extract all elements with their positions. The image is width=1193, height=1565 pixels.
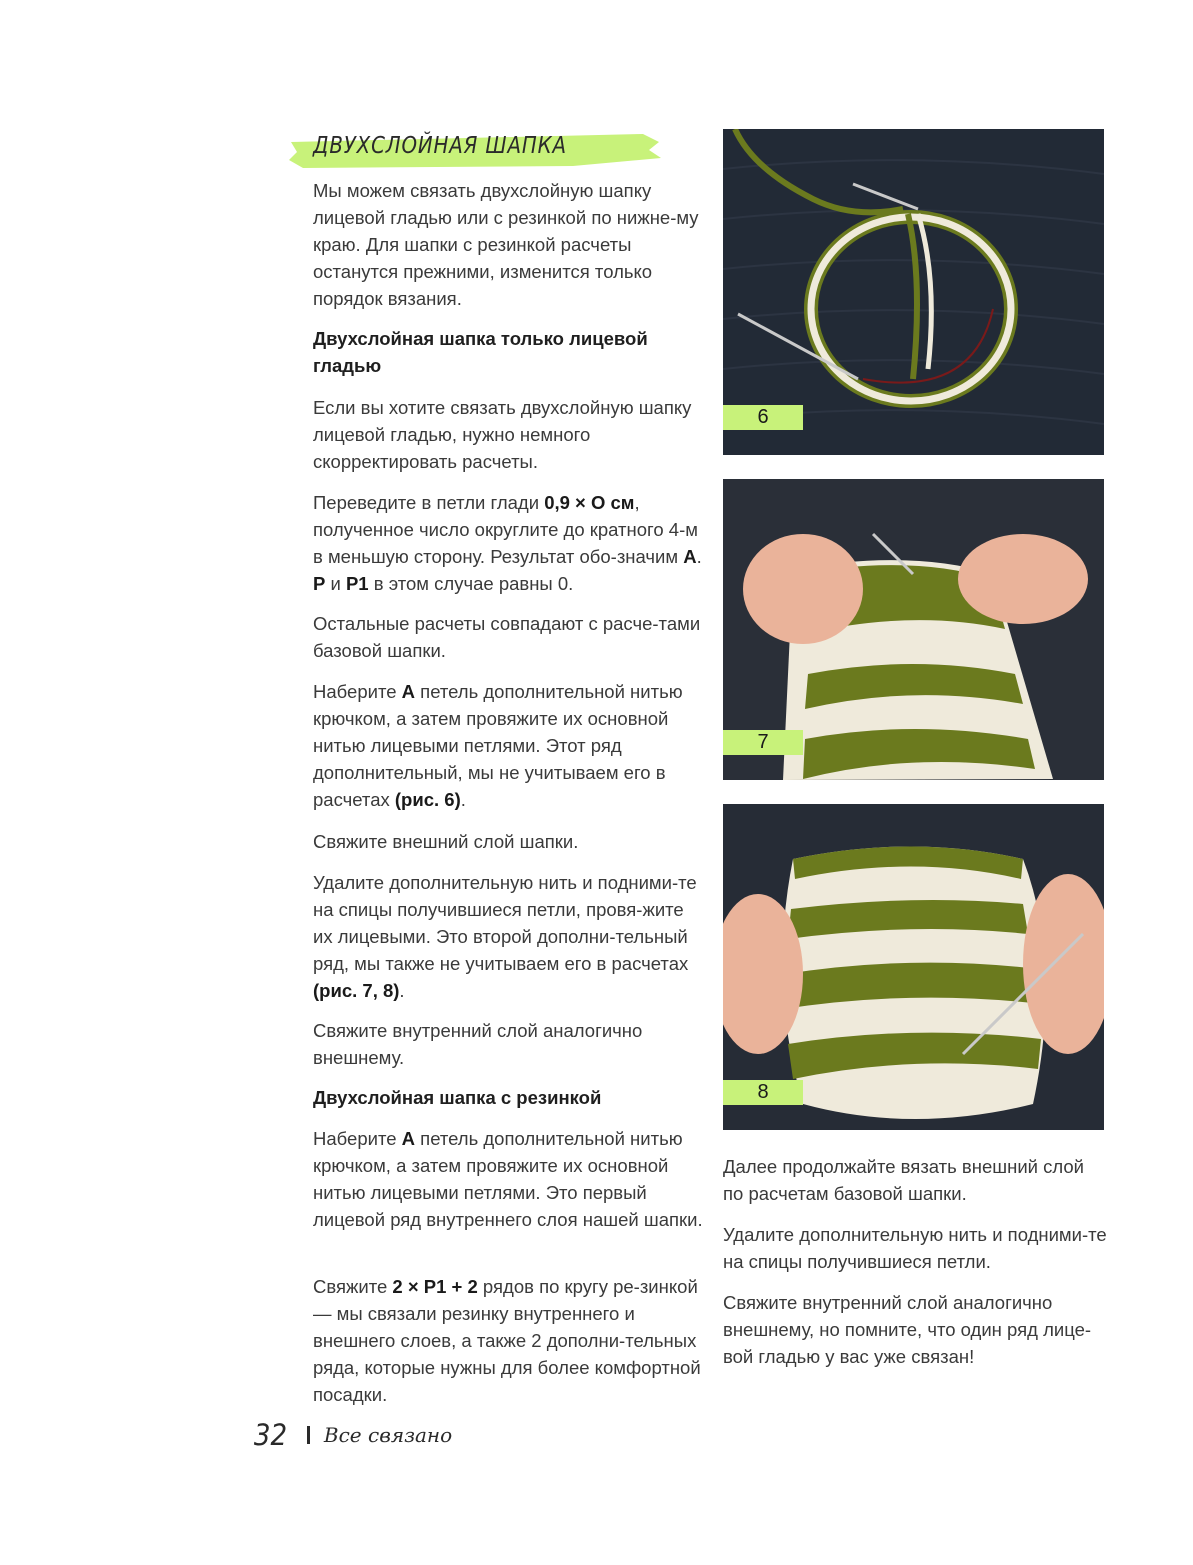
section1-p3-text: Остальные расчеты совпадают с расче-тами базовой шапки.	[313, 613, 701, 661]
page-title: ДВУХСЛОЙНАЯ ШАПКА	[313, 133, 567, 159]
section1-paragraph-5	[313, 828, 703, 855]
photo-8-label: 8	[723, 1080, 803, 1105]
section1-paragraph-1	[313, 394, 703, 475]
section2-p1-text: Наберите А петель дополнительной нитью крючком, а затем провяжите их основной нитью лицевыми петлями. Это первый лицевой ряд внутреннего слоя нашей шапки.	[313, 1128, 703, 1230]
section1-paragraph-6	[313, 869, 703, 1004]
section1-paragraph-7	[313, 1017, 703, 1071]
section2-p2-text: Свяжите 2 × Р1 + 2 рядов по кругу ре-зинкой — мы связали резинку внутреннего и внешнего слоев, а также 2 дополни-тельных ряда, которые нужны для более комфортной посадки.	[313, 1276, 701, 1405]
photo-7	[723, 479, 1104, 780]
right-paragraph-3	[723, 1289, 1108, 1370]
intro-text: Мы можем связать двухслойную шапку лицевой гладью или с резинкой по нижне-му краю. Для шапки с резинкой расчеты останутся прежними, изменится только порядок вязания.	[313, 180, 699, 309]
photo-6	[723, 129, 1104, 455]
section1-p1-text: Если вы хотите связать двухслойную шапку лицевой гладью, нужно немного скорректировать расчеты.	[313, 397, 692, 472]
page-number: 32	[253, 1418, 288, 1452]
section1-p5-text: Свяжите внешний слой шапки.	[313, 831, 579, 852]
section2-paragraph-2	[313, 1273, 703, 1408]
section2-paragraph-1	[313, 1125, 703, 1233]
section1-heading-block	[313, 325, 703, 379]
intro-paragraph	[313, 177, 703, 312]
section2-heading-block	[313, 1084, 703, 1111]
right-p3-text: Свяжите внутренний слой аналогично внешнему, но помните, что один ряд лице-вой гладью у вас уже связан!	[723, 1292, 1092, 1367]
section1-paragraph-2	[313, 489, 703, 597]
photo-6-label: 6	[723, 405, 803, 430]
section1-heading: Двухслойная шапка только лицевой гладью	[313, 328, 648, 376]
section-title-block	[283, 128, 663, 172]
right-paragraph-1	[723, 1153, 1108, 1207]
section1-p2-text: Переведите в петли глади 0,9 × О см, полученное число округлите до кратного 4-м в меньшую сторону. Результат обо-значим А. Р и Р1 в этом случае равны 0.	[313, 492, 702, 594]
photo-8	[723, 804, 1104, 1130]
section1-p7-text: Свяжите внутренний слой аналогично внешнему.	[313, 1020, 643, 1068]
footer-separator	[307, 1426, 310, 1444]
right-p1-text: Далее продолжайте вязать внешний слой по расчетам базовой шапки.	[723, 1156, 1085, 1204]
right-p2-text: Удалите дополнительную нить и подними-те на спицы получившиеся петли.	[723, 1224, 1107, 1272]
book-title: Все связано	[323, 1423, 453, 1447]
right-paragraph-2	[723, 1221, 1108, 1275]
section1-p6-text: Удалите дополнительную нить и подними-те на спицы получившиеся петли, провя-жите их лицевыми. Это второй дополни-тельный ряд, мы также не учитываем его в расчетах (рис. 7, 8).	[313, 872, 697, 1001]
section2-heading: Двухслойная шапка с резинкой	[313, 1087, 602, 1108]
page-footer	[252, 1418, 452, 1452]
section1-paragraph-3	[313, 610, 703, 664]
section1-p4-text: Наберите А петель дополнительной нитью крючком, а затем провяжите их основной нитью лицевыми петлями. Этот ряд дополнительный, мы не учитываем его в расчетах (рис. 6).	[313, 681, 683, 810]
photo-7-label: 7	[723, 730, 803, 755]
section1-paragraph-4	[313, 678, 703, 813]
